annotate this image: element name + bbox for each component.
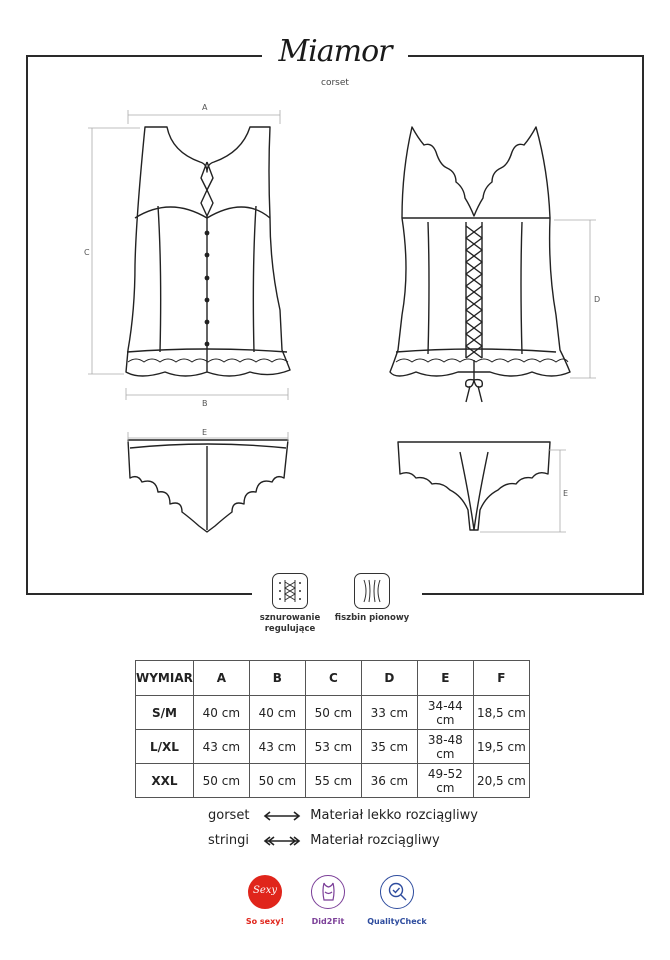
dimension-label-a: A — [202, 103, 208, 112]
dimension-label-d: D — [594, 295, 601, 304]
size-table-header-row — [136, 661, 530, 696]
table-cell: 34-44 cm — [417, 696, 473, 730]
feature-label-lacing-line1: sznurowanie — [259, 613, 321, 623]
feature-label-boning: fiszbin pionowy — [334, 613, 410, 623]
brand-logo: Miamor — [278, 34, 392, 69]
header-cell: B — [249, 661, 305, 696]
header-cell: D — [361, 661, 417, 696]
table-cell: 43 cm — [249, 730, 305, 764]
badge-so-sexy — [230, 875, 300, 926]
table-cell: 49-52 cm — [417, 764, 473, 798]
legend-term: gorset — [208, 808, 250, 823]
header-cell: C — [305, 661, 361, 696]
product-subtitle: corset — [321, 78, 349, 88]
table-row — [136, 764, 530, 798]
feature-lacing — [245, 573, 335, 635]
table-cell: 50 cm — [305, 696, 361, 730]
stretch-arrow-icon — [262, 836, 302, 846]
sexy-icon: Sexy — [248, 875, 282, 909]
size-table — [135, 660, 530, 798]
table-row — [136, 696, 530, 730]
feature-label-lacing-line2: regulujące — [264, 624, 316, 634]
quality-check-icon — [380, 875, 414, 909]
legend-value: Materiał lekko rozciągliwy — [310, 808, 478, 823]
table-cell: 19,5 cm — [473, 730, 529, 764]
legend-term: stringi — [208, 833, 249, 848]
header-cell: F — [473, 661, 529, 696]
dimension-label-b: B — [202, 399, 208, 408]
table-cell: 33 cm — [361, 696, 417, 730]
thong-back-drawing — [398, 442, 550, 530]
dimension-label-e-front: E — [202, 428, 208, 437]
badge-label: Did2Fit — [311, 917, 345, 926]
size-cell: L/XL — [136, 730, 194, 764]
header-cell: WYMIAR — [136, 661, 194, 696]
slight-stretch-arrow-icon — [262, 811, 302, 821]
thong-front-drawing — [128, 440, 288, 532]
did2fit-icon — [311, 875, 345, 909]
table-cell: 35 cm — [361, 730, 417, 764]
size-cell: XXL — [136, 764, 194, 798]
dimension-labels — [84, 103, 600, 498]
legend-row-gorset — [208, 808, 478, 823]
table-cell: 43 cm — [193, 730, 249, 764]
table-cell: 36 cm — [361, 764, 417, 798]
badge-label: QualityCheck — [367, 917, 427, 926]
legend-value: Materiał rozciągliwy — [310, 833, 440, 848]
badge-did2fit — [293, 875, 363, 926]
table-cell: 50 cm — [193, 764, 249, 798]
table-cell: 40 cm — [249, 696, 305, 730]
table-cell: 50 cm — [249, 764, 305, 798]
dimension-label-e-back: E — [563, 489, 569, 498]
table-cell: 20,5 cm — [473, 764, 529, 798]
table-row — [136, 730, 530, 764]
header-cell: E — [417, 661, 473, 696]
table-cell: 18,5 cm — [473, 696, 529, 730]
table-cell: 38-48 cm — [417, 730, 473, 764]
corset-front-drawing — [126, 127, 290, 376]
lacing-icon — [272, 573, 308, 609]
feature-boning — [327, 573, 417, 624]
corset-back-drawing — [390, 127, 570, 402]
size-cell: S/M — [136, 696, 194, 730]
legend-row-stringi — [208, 833, 440, 848]
table-cell: 55 cm — [305, 764, 361, 798]
badge-quality-check — [362, 875, 432, 926]
table-cell: 40 cm — [193, 696, 249, 730]
header-cell: A — [193, 661, 249, 696]
table-cell: 53 cm — [305, 730, 361, 764]
badge-label: So sexy! — [245, 917, 285, 926]
dimension-lines — [88, 110, 596, 532]
boning-icon — [354, 573, 390, 609]
dimension-label-c: C — [84, 248, 90, 257]
